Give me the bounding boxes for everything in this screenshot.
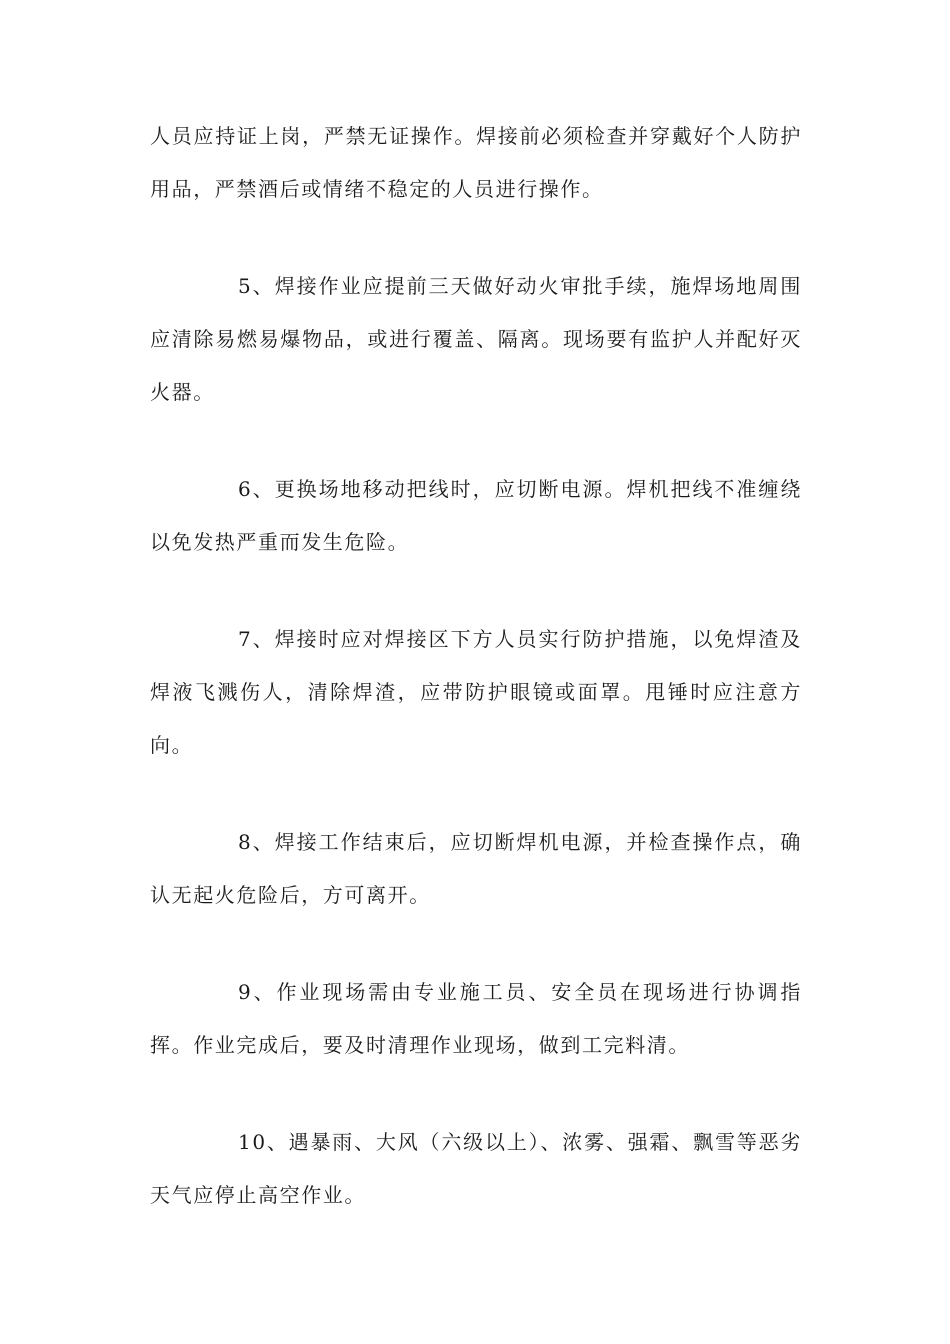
paragraph-item-10: 10、遇暴雨、大风（六级以上）、浓雾、强霜、飘雪等恶劣天气应停止高空作业。 [150, 1130, 802, 1207]
paragraph-item-6: 6、更换场地移动把线时，应切断电源。焊机把线不准缠绕以免发热严重而发生危险。 [150, 477, 802, 554]
paragraph-item-8: 8、焊接工作结束后，应切断焊机电源，并检查操作点，确认无起火危险后，方可离开。 [150, 830, 802, 907]
document-body [150, 110, 802, 1222]
paragraph-item-9: 9、作业现场需由专业施工员、安全员在现场进行协调指挥。作业完成后，要及时清理作业现场，做到工完料清。 [150, 980, 802, 1057]
paragraph-item-5: 5、焊接作业应提前三天做好动火审批手续，施焊场地周围应清除易燃易爆物品，或进行覆盖、隔离。现场要有监护人并配好灭火器。 [150, 274, 802, 404]
paragraph-continuation: 人员应持证上岗，严禁无证操作。焊接前必须检查并穿戴好个人防护用品，严禁酒后或情绪不稳定的人员进行操作。 [150, 124, 802, 201]
paragraph-item-7: 7、焊接时应对焊接区下方人员实行防护措施，以免焊渣及焊液飞溅伤人，清除焊渣，应带防护眼镜或面罩。甩锤时应注意方向。 [150, 627, 802, 757]
